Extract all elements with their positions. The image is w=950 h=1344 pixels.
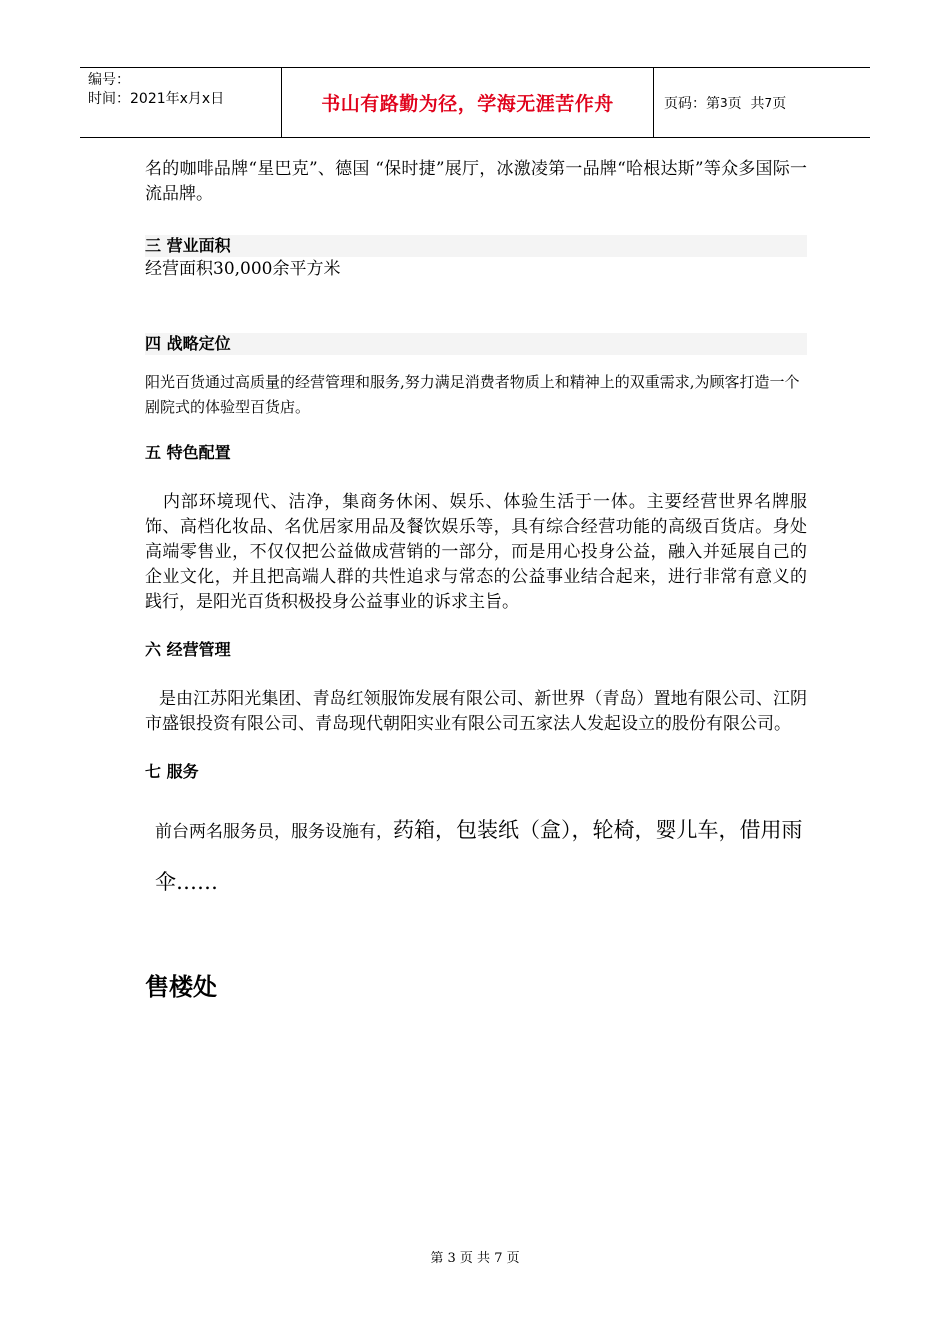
page-current: 3 <box>720 95 728 110</box>
section-heading-features: 五 特色配置 <box>145 443 231 462</box>
page-footer: 第 3 页 共 7 页 <box>430 1251 520 1266</box>
header-number: 编号： <box>88 72 130 88</box>
page-suffix: 页 <box>772 95 787 112</box>
page-mid: 页 共 <box>727 95 765 112</box>
header-page-info <box>654 68 870 137</box>
service-text-part2: 药箱，包装纸（盒），轮椅，婴儿车，借用雨伞…… <box>155 818 803 894</box>
section-body-strategy: 阳光百货通过高质量的经营管理和服务,努力满足消费者物质上和精神上的双重需求,为顾客打造一个剧院式的体验型百货店。 <box>145 373 800 416</box>
section-heading-area: 三 营业面积 <box>145 235 807 257</box>
sales-office-title: 售楼处 <box>145 973 217 1001</box>
section-body-service <box>145 805 807 909</box>
document-body <box>145 157 807 1003</box>
section-body-features: 内部环境现代、洁净，集商务休闲、娱乐、体验生活于一体。主要经营世界名牌服饰、高档化妆品、名优居家用品及餐饮娱乐等，具有综合经营功能的高级百货店。身处高端零售业，不仅仅把公益做成营销的一部分，而是用心投身公益，融入并延展自己的企业文化，并且把高端人群的共性追求与常态的公益事业结合起来，进行非常有意义的践行，是阳光百货积极投身公益事业的诉求主旨。 <box>145 492 807 612</box>
section-heading-strategy: 四 战略定位 <box>145 333 807 355</box>
page-prefix: 页码：第 <box>664 95 720 112</box>
section-body-management: 是由江苏阳光集团、青岛红领服饰发展有限公司、新世界（青岛）置地有限公司、江阴市盛银投资有限公司、青岛现代朝阳实业有限公司五家法人发起设立的股份有限公司。 <box>145 689 807 734</box>
intro-paragraph: 名的咖啡品牌“星巴克”、德国 “保时捷”展厅，冰激凌第一品牌“哈根达斯”等众多国际一流品牌。 <box>145 159 807 204</box>
page-header <box>80 67 870 138</box>
header-motto: 书山有路勤为径，学海无涯苦作舟 <box>321 93 614 115</box>
header-meta <box>80 68 282 137</box>
header-motto-cell <box>282 68 654 137</box>
service-text-part1: 前台两名服务员，服务设施有， <box>155 822 393 842</box>
section-body-area: 经营面积30,000余平方米 <box>145 259 341 279</box>
section-heading-management: 六 经营管理 <box>145 640 231 659</box>
header-time: 时间：2021年x月x日 <box>88 91 225 107</box>
page-total: 7 <box>764 95 773 110</box>
section-heading-service: 七 服务 <box>145 762 199 781</box>
